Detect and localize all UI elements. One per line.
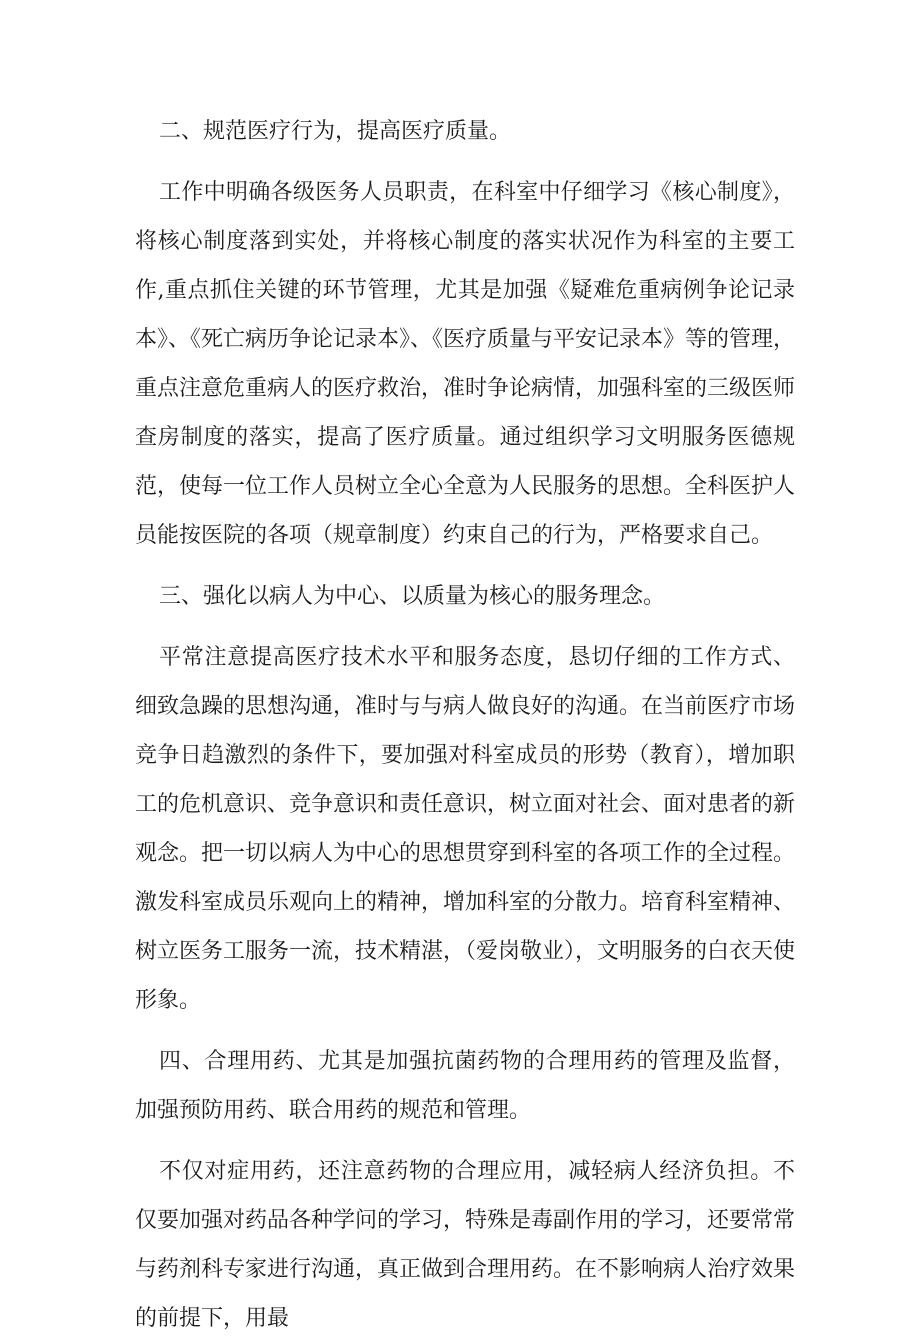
document-body	[135, 107, 795, 1343]
section-heading: 四、合理用药、尤其是加强抗菌药物的合理用药的管理及监督，加强预防用药、联合用药的规范和管理。	[135, 1049, 795, 1123]
section-paragraph: 工作中明确各级医务人员职责，在科室中仔细学习《核心制度》，将核心制度落到实处，并将核心制度的落实状况作为科室的主要工作,重点抓住关键的环节管理，尤其是加强《疑难危重病例争论记录本》、《死亡病历争论记录本》、《医疗质量与平安记录本》等的管理，重点注意危重病人的医疗救治，准时争论病情，加强科室的三级医师查房制度的落实，提高了医疗质量。通过组织学习文明服务医德规范，使每一位工作人员树立全心全意为人民服务的思想。全科医护人员能按医院的各项（规章制度）约束自己的行为，严格要求自己。	[135, 180, 796, 548]
section-paragraph: 不仅对症用药，还注意药物的合理应用，减轻病人经济负担。不仅要加强对药品各种学问的学习，特殊是毒副作用的学习，还要常常与药剂科专家进行沟通，真正做到合理用药。在不影响病人治疗效果的前提下，用最	[135, 1159, 796, 1331]
section-heading: 二、规范医疗行为，提高医疗质量。	[159, 119, 512, 144]
section-heading: 三、强化以病人为中心、以质量为核心的服务理念。	[159, 584, 666, 609]
section-paragraph: 平常注意提高医疗技术水平和服务态度，恳切仔细的工作方式、细致急躁的思想沟通，准时与与病人做良好的沟通。在当前医疗市场竞争日趋激烈的条件下，要加强对科室成员的形势（教育），增加职工的危机意识、竞争意识和责任意识，树立面对社会、面对患者的新观念。把一切以病人为中心的思想贯穿到科室的各项工作的全过程。激发科室成员乐观向上的精神，增加科室的分散力。培育科室精神、树立医务工服务一流，技术精湛，（爱岗敬业），文明服务的白衣天使形象。	[135, 645, 796, 1013]
